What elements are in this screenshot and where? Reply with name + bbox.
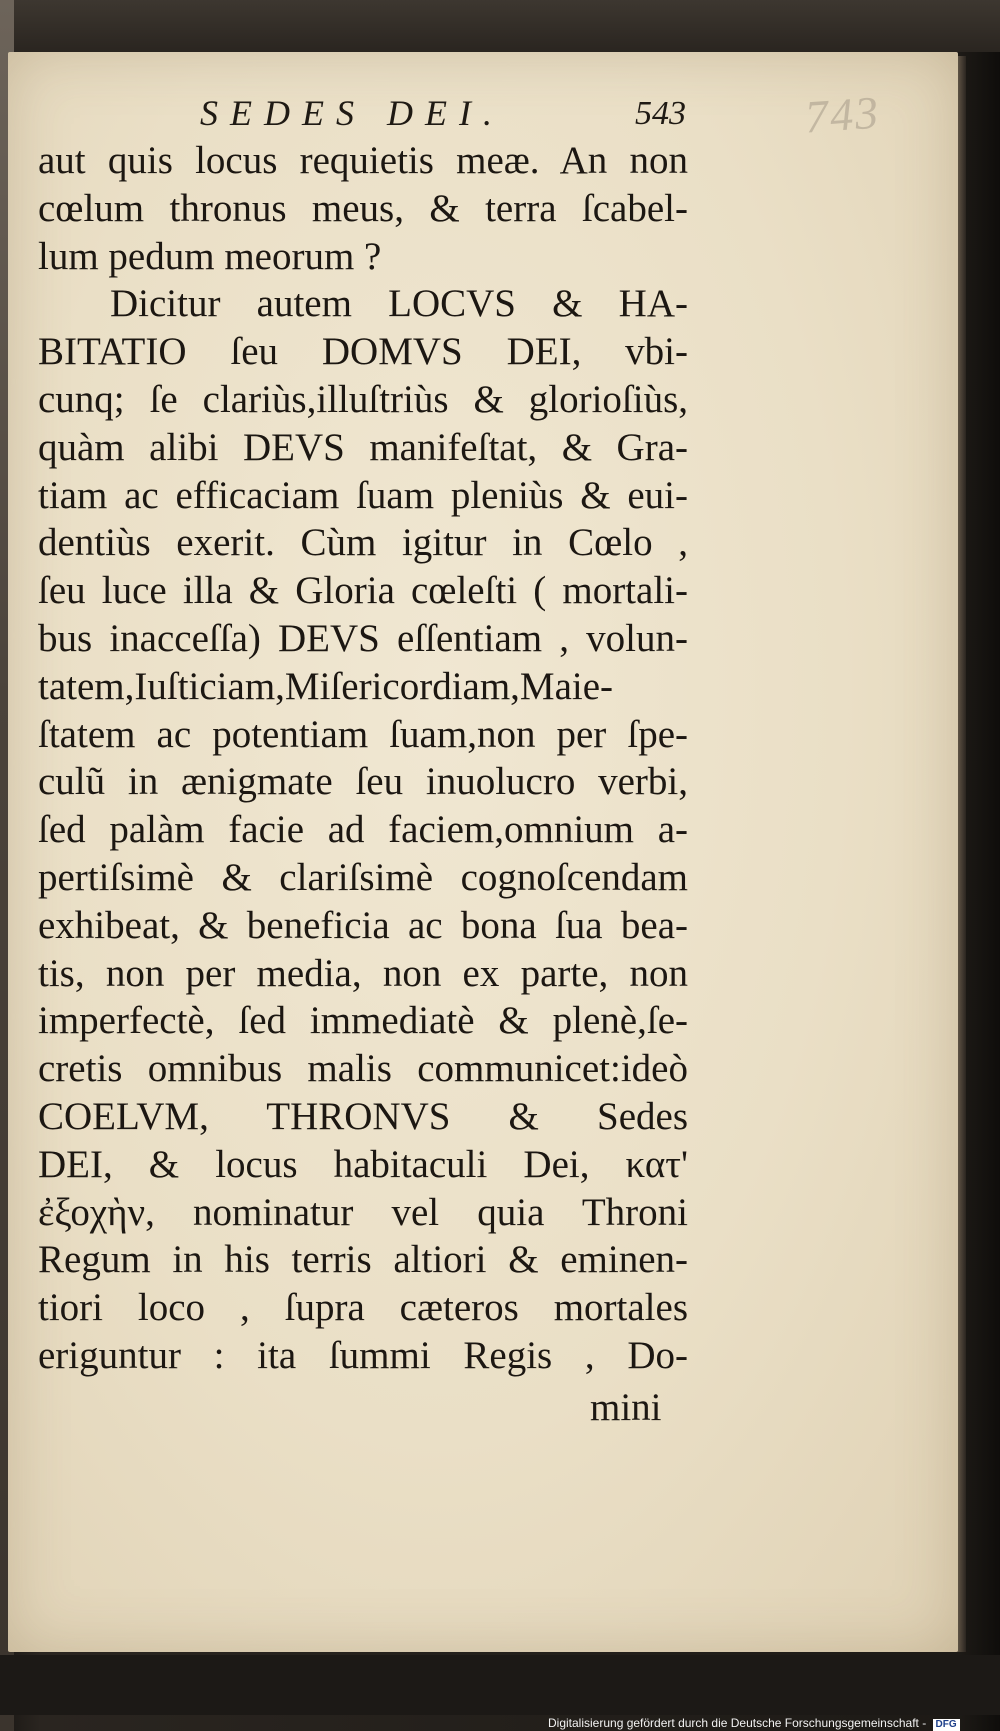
text-line: ἐξοχὴν, nominatur vel quia Throni [38,1190,688,1234]
scan-top-edge [0,0,1000,52]
text-line: culũ in ænigmate ſeu inuolucro verbi, [38,760,688,804]
text-line: bus inacceſſa) DEVS eſſentiam , volun- [38,616,688,660]
text-line: pertiſsimè & clariſsimè cognoſcendam [38,855,688,899]
text-line: ſed palàm facie ad faciem,omnium a- [38,808,688,852]
text-line: COELVM, THRONVS & Sedes [38,1094,688,1138]
credit-text: Digitalisierung gefördert durch die Deutsche Forschungsgemeinschaft - [548,1716,927,1730]
text-line: dentiùs exerit. Cùm igitur in Cœlo , [38,521,688,565]
text-line: ſeu luce illa & Gloria cœleſti ( mortali- [38,569,688,613]
text-line: eriguntur : ita ſummi Regis , Do- [38,1333,688,1377]
body-text [38,137,688,1380]
text-line: tis, non per media, non ex parte, non [38,951,688,995]
catchword: mini [590,1386,662,1429]
text-line: cunq; ſe clariùs,illuſtriùs & glorioſiùs, [38,377,688,421]
text-line: Regum in his terris altiori & eminen- [38,1238,688,1282]
digitization-credit [548,1716,960,1731]
scan-bottom-edge [0,1655,1000,1715]
text-line: ſtatem ac potentiam ſuam,non per ſpe- [38,712,688,756]
text-line: exhibeat, & beneficia ac bona ſua bea- [38,903,688,947]
text-line: tiam ac efficaciam ſuam pleniùs & eui- [38,473,688,517]
running-head: SEDES DEI. [200,93,504,133]
pencil-annotation: 743 [803,86,882,143]
text-line: tiori loco , ſupra cæteros mortales [38,1286,688,1330]
text-line: cretis omnibus malis communicet:ideò [38,1047,688,1091]
text-line: cœlum thronus meus, & terra ſcabel- [38,186,688,230]
text-line: quàm alibi DEVS manifeſtat, & Gra- [38,425,688,469]
page-number: 543 [635,95,686,132]
text-line: lum pedum meorum ? [38,234,382,278]
text-line: imperfectè, ſed immediatè & plenè,ſe- [38,999,688,1043]
text-line: aut quis locus requietis meæ. An non [38,139,688,182]
text-line: DEI, & locus habitaculi Dei, κατ' [38,1142,688,1186]
text-line: tatem,Iuſticiam,Miſericordiam,Maie- [38,664,614,708]
dfg-logo: DFG [933,1719,960,1731]
text-line: Dicitur autem LOCVS & HA- [110,282,688,326]
text-line: BITATIO ſeu DOMVS DEI, vbi- [38,330,688,374]
